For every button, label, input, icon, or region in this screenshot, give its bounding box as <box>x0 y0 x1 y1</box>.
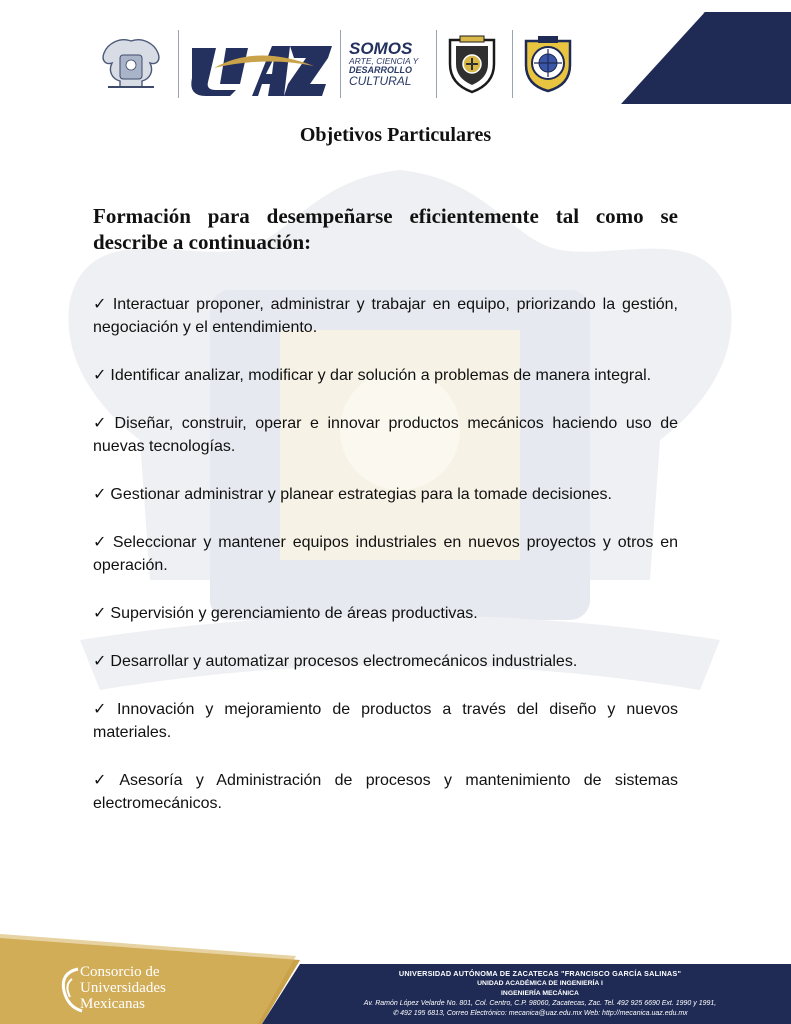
mechanical-shield-icon <box>522 33 574 93</box>
list-item <box>93 293 678 339</box>
list-item <box>93 650 678 673</box>
list-item <box>93 769 678 815</box>
check-icon: ✓ <box>93 701 113 718</box>
header-corner-decoration <box>621 0 791 110</box>
header-divider <box>436 30 437 98</box>
footer-address: Av. Ramón López Velarde No. 801, Col. Centro, C.P. 98060, Zacatecas, Zac. Tel. 492 925 6690 Ext. 1990 y 1991, <box>363 1000 717 1007</box>
list-item <box>93 531 678 577</box>
page-header <box>0 0 791 110</box>
list-item <box>93 364 678 387</box>
check-icon: ✓ <box>93 605 107 622</box>
check-icon: ✓ <box>93 367 107 384</box>
list-item <box>93 412 678 458</box>
objective-text: Asesoría y Administración de procesos y mantenimiento de sistemas electromecánicos. <box>93 772 678 812</box>
faculty-shield-icon <box>446 34 498 94</box>
header-divider <box>178 30 179 98</box>
header-divider <box>340 30 341 98</box>
page-title: Objetivos Particulares <box>299 124 492 146</box>
somos-title: SOMOS <box>349 39 413 58</box>
list-item <box>93 602 678 625</box>
footer-contact-line <box>305 1009 775 1019</box>
somos-line3: DESARROLLO <box>349 64 412 75</box>
page-subtitle: Formación para desempeñarse eficientemente tal como se describe a continuación: <box>93 204 678 254</box>
list-item <box>93 483 678 506</box>
uaz-logo <box>186 38 334 98</box>
objective-text: Diseñar, construir, operar e innovar productos mecánicos haciendo uso de nuevas tecnologías. <box>93 415 678 455</box>
objective-text: Gestionar administrar y planear estrategias para la tomade decisiones. <box>110 486 612 503</box>
objectives-list <box>93 293 678 840</box>
consorcio-line1: Consorcio de <box>80 964 160 980</box>
footer-program: INGENIERÍA MECÁNICA <box>501 990 579 997</box>
header-divider <box>512 30 513 98</box>
check-icon: ✓ <box>93 296 109 313</box>
objective-text: Desarrollar y automatizar procesos electromecánicos industriales. <box>110 653 578 670</box>
whatsapp-icon: ✆ <box>392 1010 401 1017</box>
check-icon: ✓ <box>93 486 107 503</box>
consorcio-line2: Universidades <box>80 980 166 996</box>
objective-text: Supervisión y gerenciamiento de áreas productivas. <box>110 605 478 622</box>
check-icon: ✓ <box>93 415 111 432</box>
footer-unit: UNIDAD ACADÉMICA DE INGENIERÍA I <box>477 980 603 987</box>
uaz-seal-icon <box>98 35 164 91</box>
objective-text: Seleccionar y mantener equipos industriales en nuevos proyectos y otros en operación. <box>93 534 679 574</box>
list-item <box>93 698 678 744</box>
footer-contact-block <box>305 969 775 1019</box>
footer-university: UNIVERSIDAD AUTÓNOMA DE ZACATECAS "FRANCISCO GARCÍA SALINAS" <box>398 969 682 978</box>
somos-line4: CULTURAL <box>349 73 412 88</box>
check-icon: ✓ <box>93 653 107 670</box>
consorcio-line3: Mexicanas <box>80 996 145 1012</box>
objective-text: Interactuar proponer, administrar y trabajar en equipo, priorizando la gestión, negociación y el entendimiento. <box>93 296 679 336</box>
somos-line2: ARTE, CIENCIA Y <box>349 56 419 66</box>
objective-text: Identificar analizar, modificar y dar solución a problemas de manera integral. <box>110 367 652 384</box>
check-icon: ✓ <box>93 534 109 551</box>
check-icon: ✓ <box>93 772 116 789</box>
somos-tagline <box>349 40 431 96</box>
objective-text: Innovación y mejoramiento de productos a través del diseño y nuevos materiales. <box>93 701 678 741</box>
footer-contact: 492 195 6813, Correo Electrónico: mecanica@uaz.edu.mx Web: http://mecanica.uaz.edu.mx <box>400 1010 688 1017</box>
consorcio-logo <box>58 963 258 1019</box>
